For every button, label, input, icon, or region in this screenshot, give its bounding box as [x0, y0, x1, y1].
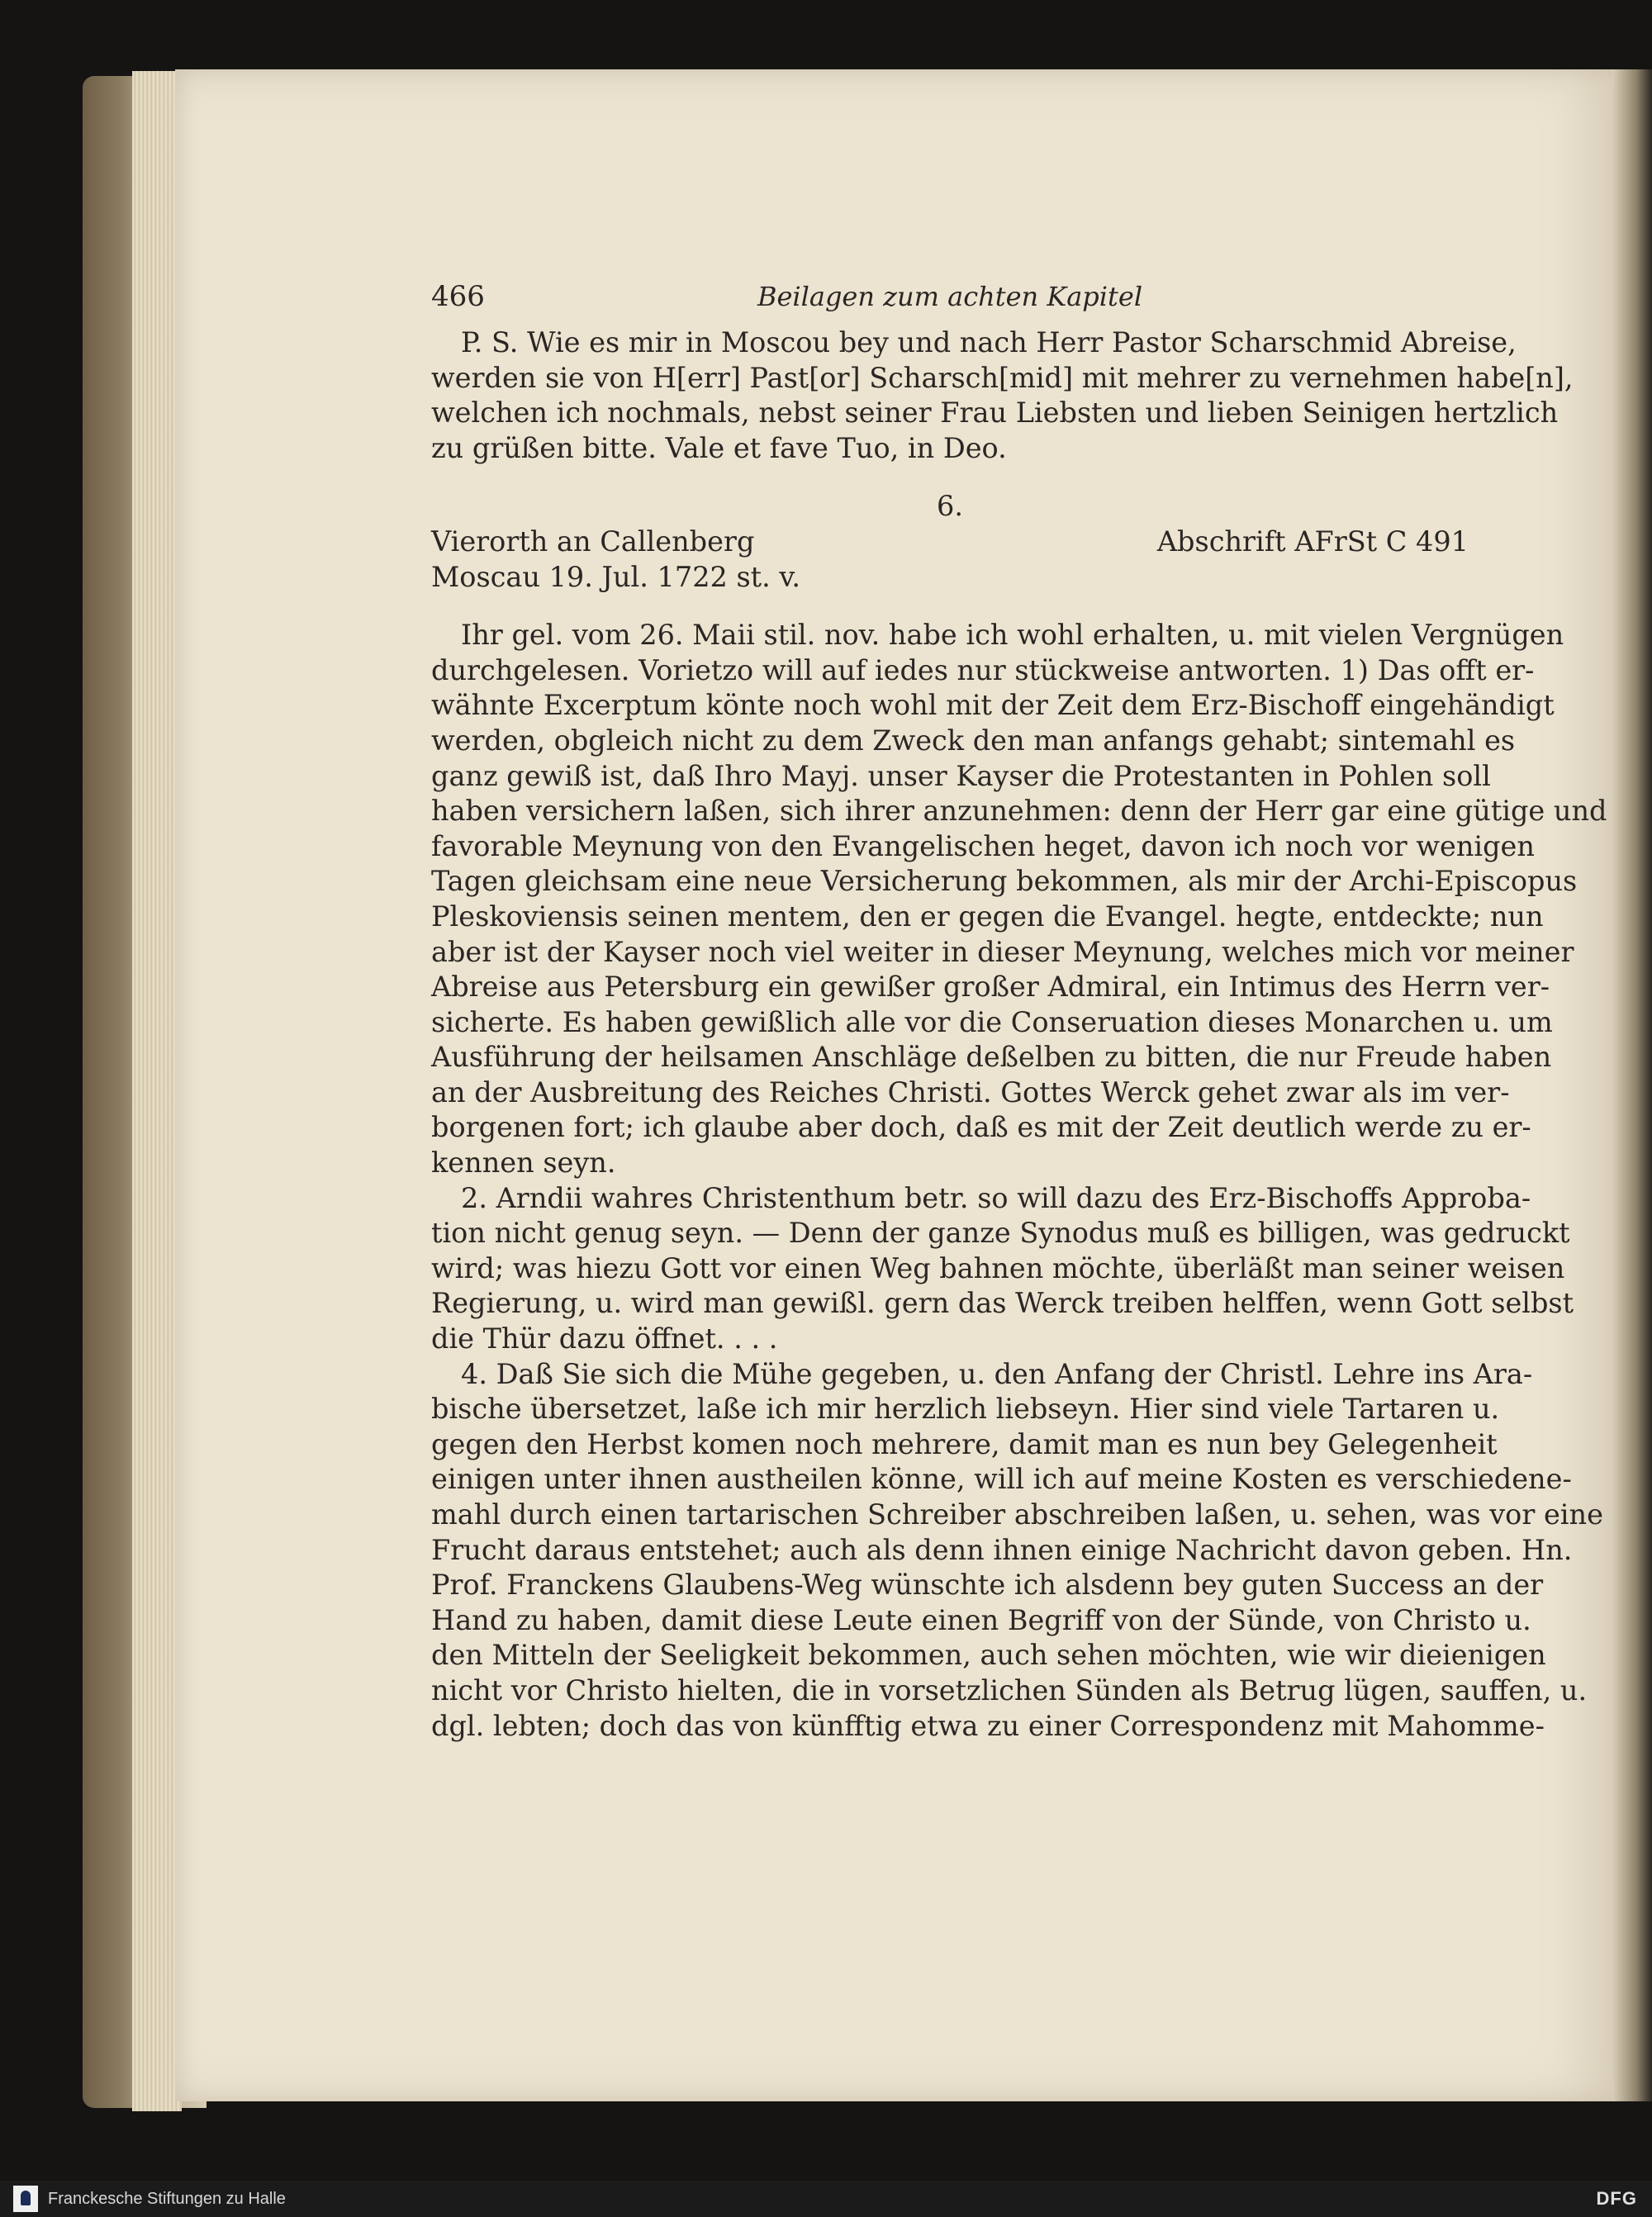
footer-bar — [0, 2181, 1652, 2217]
text-line: Abreise aus Petersburg ein gewißer großer Admiral, ein Intimus des Herrn ver- — [431, 971, 1550, 1004]
letter-paragraph-2 — [431, 1181, 1574, 1357]
text-line: werden sie von H[err] Past[or] Scharsch[mid] mit mehrer zu vernehmen habe[n], — [431, 361, 1574, 394]
text-line: P. S. Wie es mir in Moscou bey und nach Herr Pastor Scharschmid Abreise, — [461, 326, 1517, 358]
text-line: Pleskoviensis seinen mentem, den er gegen die Evangel. hegte, entdeckte; nun — [431, 900, 1544, 933]
text-line: gegen den Herbst komen noch mehrere, damit man es nun bey Gelegenheit — [431, 1427, 1498, 1460]
letter-header — [431, 525, 1469, 560]
running-title: Beilagen zum achten Kapitel — [757, 281, 1143, 312]
text-line: den Mitteln der Seeligkeit bekommen, auch sehen möchten, wie wir dieienigen — [431, 1639, 1546, 1672]
text-line: wird; was hiezu Gott vor einen Weg bahnen möchte, überläßt man seiner weisen — [431, 1251, 1565, 1284]
institution-logo-icon — [13, 2186, 38, 2212]
text-line: werden, obgleich nicht zu dem Zweck den man anfangs gehabt; sintemahl es — [431, 724, 1516, 757]
footer-institution: Franckesche Stiftungen zu Halle — [48, 2190, 286, 2208]
text-line: bische übersetzet, laße ich mir herzlich liebseyn. Hier sind viele Tartaren u. — [431, 1393, 1500, 1426]
text-line: Hand zu haben, damit diese Leute einen Begriff von der Sünde, von Christo u. — [431, 1603, 1531, 1636]
text-line: tion nicht genug seyn. — Denn der ganze Synodus muß es billigen, was gedruckt — [431, 1217, 1570, 1250]
text-line: dgl. lebten; doch das von künfftig etwa zu einer Correspondenz mit Mahomme- — [431, 1709, 1545, 1742]
text-line: nicht vor Christo hielten, die in vorsetzlichen Sünden als Betrug lügen, sauffen, u. — [431, 1673, 1588, 1707]
text-line: Regierung, u. wird man gewißl. gern das Werck treiben helffen, wenn Gott selbst — [431, 1287, 1574, 1320]
text-line: mahl durch einen tartarischen Schreiber abschreiben laßen, u. sehen, was vor eine — [431, 1498, 1603, 1531]
text-line: welchen ich nochmals, nebst seiner Frau Liebsten und lieben Seinigen hertzlich — [431, 396, 1559, 430]
text-line: Tagen gleichsam eine neue Versicherung bekommen, als mir der Archi-Episcopus — [431, 865, 1578, 898]
text-line: Frucht daraus entstehet; auch als denn ihnen einige Nachricht davon geben. Hn. — [431, 1533, 1573, 1566]
text-line: aber ist der Kayser noch viel weiter in dieser Meynung, welches mich vor meiner — [431, 935, 1574, 968]
text-line: an der Ausbreitung des Reiches Christi. Gottes Werck gehet zwar als im ver- — [431, 1075, 1510, 1108]
letter-source: Abschrift AFrSt C 491 — [1156, 525, 1469, 558]
text-line: haben versichern laßen, sich ihrer anzunehmen: denn der Herr gar eine gütige und — [431, 795, 1607, 828]
text-line: Prof. Franckens Glaubens-Weg wünschte ich alsdenn bey guten Success an der — [431, 1569, 1544, 1602]
text-line: Ausführung der heilsamen Anschläge deßelben zu bitten, die nur Freude haben — [431, 1041, 1552, 1074]
letter-paragraph-1 — [431, 618, 1607, 1181]
text-line: einigen unter ihnen austheilen könne, will ich auf meine Kosten es verschiedene- — [431, 1463, 1572, 1496]
text-line: 4. Daß Sie sich die Mühe gegeben, u. den Anfang der Christl. Lehre ins Ara- — [461, 1357, 1533, 1390]
page-stack — [132, 71, 182, 2111]
text-line: Ihr gel. vom 26. Maii stil. nov. habe ich wohl erhalten, u. mit vielen Vergnügen — [461, 619, 1564, 652]
page-gutter — [1612, 69, 1652, 2101]
postscript-paragraph — [431, 325, 1574, 466]
running-head — [431, 273, 1469, 316]
text-line: sicherte. Es haben gewißlich alle vor die Conseruation dieses Monarchen u. um — [431, 1005, 1553, 1038]
letter-place-date: Moscau 19. Jul. 1722 st. v. — [431, 560, 801, 593]
section-number: 6. — [937, 490, 963, 523]
text-line: 2. Arndii wahres Christenthum betr. so will dazu des Erz-Bischoffs Approba- — [461, 1181, 1531, 1214]
text-line: favorable Meynung von den Evangelischen heget, davon ich noch vor wenigen — [431, 829, 1535, 862]
text-line: durchgelesen. Vorietzo will auf iedes nur stückweise antworten. 1) Das offt er- — [431, 653, 1535, 686]
text-line: borgenen fort; ich glaube aber doch, daß es mit der Zeit deutlich werde zu er- — [431, 1111, 1531, 1144]
dfg-logo: DFG — [1596, 2188, 1637, 2209]
text-line: die Thür dazu öffnet. . . . — [431, 1322, 778, 1355]
text-line: wähnte Excerptum könte noch wohl mit der Zeit dem Erz-Bischoff eingehändigt — [431, 689, 1555, 722]
letter-sender: Vierorth an Callenberg — [431, 525, 755, 558]
letter-paragraph-3 — [431, 1357, 1603, 1745]
page-number: 466 — [431, 280, 485, 313]
page-text — [431, 273, 1607, 1744]
text-line: zu grüßen bitte. Vale et fave Tuo, in Deo. — [431, 431, 1007, 464]
text-line: ganz gewiß ist, daß Ihro Mayj. unser Kayser die Protestanten in Pohlen soll — [431, 759, 1491, 792]
text-line: kennen seyn. — [431, 1146, 616, 1180]
